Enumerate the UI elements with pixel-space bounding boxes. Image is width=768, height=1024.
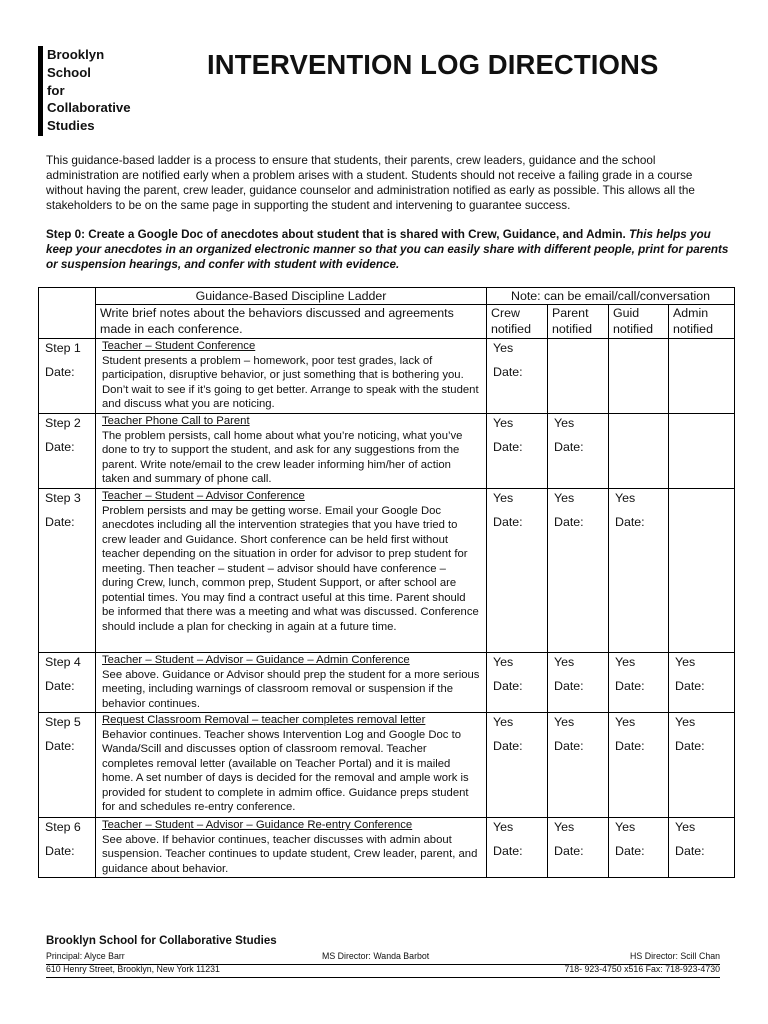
logo-line: Collaborative [47, 100, 131, 116]
step-date-label: Date: [45, 440, 75, 454]
notify-cell [548, 339, 609, 414]
step-description [96, 414, 487, 489]
footer-principal: Principal: Alyce Barr [46, 951, 125, 961]
step-description [96, 653, 487, 713]
school-logo [38, 46, 131, 136]
step-rows [39, 339, 735, 878]
step-description [96, 818, 487, 878]
step-heading: Teacher – Student – Advisor – Guidance – Admin Conference [102, 654, 410, 666]
step-date-label: Date: [45, 739, 75, 753]
notify-date-label: Date: [554, 739, 584, 753]
footer-staff-line [46, 951, 720, 965]
logo-line: for [47, 82, 65, 98]
yes-label: Yes [493, 820, 514, 834]
yes-label: Yes [675, 715, 696, 729]
col-parent: Parent notified [548, 305, 609, 339]
step-label: Step 5 [45, 715, 81, 729]
header-note: Note: can be email/call/conversation [487, 288, 735, 305]
col-guid: Guid notified [609, 305, 669, 339]
step-description [96, 339, 487, 414]
yes-label: Yes [493, 416, 514, 430]
yes-label: Yes [615, 715, 636, 729]
step-heading: Teacher Phone Call to Parent [102, 415, 250, 427]
step-label: Step 6 [45, 820, 81, 834]
step-heading: Teacher – Student Conference [102, 340, 256, 352]
table-row [39, 489, 735, 653]
notify-cell [609, 414, 669, 489]
notify-cell [669, 489, 735, 653]
step-date-label: Date: [45, 679, 75, 693]
logo-line: Studies [47, 118, 95, 134]
yes-label: Yes [554, 715, 575, 729]
intro-paragraph: This guidance-based ladder is a process to ensure that students, their parents, crew leaders, guidance and the school administration are notified early when a problem arises with a student. Students should not receive a failing grade in a course without having the parent, crew leader, guidance counselor and administration notified as early as possible. This allows all the stakeholders to be on the same page in supporting the student and intervening to guarantee success. [46, 154, 695, 212]
notify-cell [609, 653, 669, 713]
yes-label: Yes [493, 491, 514, 505]
notify-cell [609, 489, 669, 653]
step-body: See above. If behavior continues, teacher discusses with admin about suspension. Teacher continues to update student, Crew leader, parent, and guidance about behavior. [102, 833, 478, 875]
notify-cell [487, 713, 548, 818]
step-cell [39, 414, 96, 489]
notify-cell [487, 414, 548, 489]
yes-label: Yes [554, 820, 575, 834]
notify-cell [609, 339, 669, 414]
footer-phone: 718- 923-4750 x516 Fax: 718-923-4730 [564, 964, 720, 974]
notify-date-label: Date: [493, 440, 523, 454]
table-row [39, 339, 735, 414]
notify-date-label: Date: [615, 739, 645, 753]
step-date-label: Date: [45, 365, 75, 379]
step-description [96, 713, 487, 818]
notify-date-label: Date: [615, 844, 645, 858]
notify-date-label: Date: [493, 739, 523, 753]
notify-cell [669, 653, 735, 713]
notify-cell [487, 339, 548, 414]
step-date-label: Date: [45, 515, 75, 529]
table-corner-cell [39, 288, 96, 339]
table-row [39, 818, 735, 878]
yes-label: Yes [493, 715, 514, 729]
logo-line: Brooklyn [47, 47, 105, 62]
yes-label: Yes [554, 655, 575, 669]
step-label: Step 1 [45, 341, 81, 355]
table-row [39, 713, 735, 818]
notify-cell [548, 489, 609, 653]
page-title: INTERVENTION LOG DIRECTIONS [207, 49, 659, 80]
step-date-label: Date: [45, 844, 75, 858]
yes-label: Yes [615, 491, 636, 505]
table-row [39, 653, 735, 713]
yes-label: Yes [675, 655, 696, 669]
logo-line: School [47, 64, 91, 80]
notify-cell [487, 489, 548, 653]
notify-date-label: Date: [554, 440, 584, 454]
yes-label: Yes [615, 655, 636, 669]
notify-cell [609, 818, 669, 878]
notify-cell [548, 713, 609, 818]
notify-date-label: Date: [493, 365, 523, 379]
notify-date-label: Date: [493, 679, 523, 693]
footer-contact-line [46, 964, 720, 978]
step-label: Step 3 [45, 491, 81, 505]
yes-label: Yes [615, 820, 636, 834]
notify-date-label: Date: [554, 679, 584, 693]
footer-address: 610 Henry Street, Brooklyn, New York 11231 [46, 964, 220, 974]
col-admin: Admin notified [669, 305, 735, 339]
col-crew: Crew notified [487, 305, 548, 339]
notify-date-label: Date: [615, 515, 645, 529]
step-cell [39, 339, 96, 414]
notify-date-label: Date: [615, 679, 645, 693]
step0-paragraph [46, 227, 736, 272]
step-cell [39, 818, 96, 878]
header-desc: Write brief notes about the behaviors discussed and agreements made in each conference. [96, 305, 487, 339]
step-label: Step 2 [45, 416, 81, 430]
step-heading: Teacher – Student – Advisor Conference [102, 490, 305, 502]
notify-date-label: Date: [493, 844, 523, 858]
step-label: Step 4 [45, 655, 81, 669]
notify-cell [669, 713, 735, 818]
yes-label: Yes [493, 341, 514, 355]
notify-date-label: Date: [493, 515, 523, 529]
notify-cell [487, 818, 548, 878]
notify-date-label: Date: [554, 844, 584, 858]
footer-school-name: Brooklyn School for Collaborative Studies [46, 935, 277, 947]
notify-date-label: Date: [675, 844, 705, 858]
step-description [96, 489, 487, 653]
header-ladder: Guidance-Based Discipline Ladder [96, 288, 487, 305]
notify-date-label: Date: [675, 739, 705, 753]
footer-hs-director: HS Director: Scill Chan [630, 951, 720, 961]
notify-date-label: Date: [675, 679, 705, 693]
notify-cell [548, 818, 609, 878]
footer-ms-director: MS Director: Wanda Barbot [322, 951, 430, 961]
notify-cell [669, 339, 735, 414]
step-body: See above. Guidance or Advisor should prep the student for a more serious meeting, including warnings of classroom removal or suspension if the behavior continues. [102, 668, 480, 710]
table-row [39, 414, 735, 489]
yes-label: Yes [493, 655, 514, 669]
step-cell [39, 489, 96, 653]
notify-date-label: Date: [554, 515, 584, 529]
step0-italic: This helps you keep your anecdotes in an organized electronic manner so that you can easily share with different people, print for parents or suspension hearings, and confer with student with evidence. [46, 228, 729, 271]
step-cell [39, 713, 96, 818]
notify-cell [669, 818, 735, 878]
yes-label: Yes [675, 820, 696, 834]
yes-label: Yes [554, 491, 575, 505]
step-body: Problem persists and may be getting worse. Email your Google Doc anecdotes including all the intervention strategies that you have tried to crew leader and Guidance. Short conference can be held first without teacher depending on the situation in order for advisor to prep student for meeting. Then teacher – student – advisor should have conference – during Crew, lunch, common prep, Student Support, or after school are potential times. You may find a contract useful at this time. Parent should be informed that there was a meeting and what was discussed. Conference should include a plan for checking in again at a future time. [102, 504, 479, 633]
yes-label: Yes [554, 416, 575, 430]
notify-cell [609, 713, 669, 818]
step0-bold: Step 0: Create a Google Doc of anecdotes about student that is shared with Crew, Guidance, and Admin. [46, 228, 626, 241]
step-body: Student presents a problem – homework, poor test grades, lack of participation, disruptive behavior, or just something that is bothering you. Don’t wait to see if it’s going to get better. Arrange to speak with the student and discuss what you are noticing. [102, 354, 479, 410]
step-cell [39, 653, 96, 713]
notify-cell [548, 414, 609, 489]
step-body: Behavior continues. Teacher shows Intervention Log and Google Doc to Wanda/Scill and discusses option of classroom removal. Teacher completes removal letter (available on Teacher Portal) and it is mailed home. A set number of days is decided for the removal and ample work is provided for student to complete in admim office. Guidance preps student for and schedules re-entry conference. [102, 728, 469, 813]
notify-cell [669, 414, 735, 489]
step-heading: Request Classroom Removal – teacher completes removal letter [102, 714, 426, 726]
discipline-ladder-table [38, 287, 735, 878]
step-heading: Teacher – Student – Advisor – Guidance Re-entry Conference [102, 819, 413, 831]
notify-cell [548, 653, 609, 713]
notify-cell [487, 653, 548, 713]
step-body: The problem persists, call home about what you’re noticing, what you’ve done to try to support the student, and ask for any suggestions from the parent. Write note/email to the crew leader informing him/her of action taken and summary of phone call. [102, 429, 463, 485]
